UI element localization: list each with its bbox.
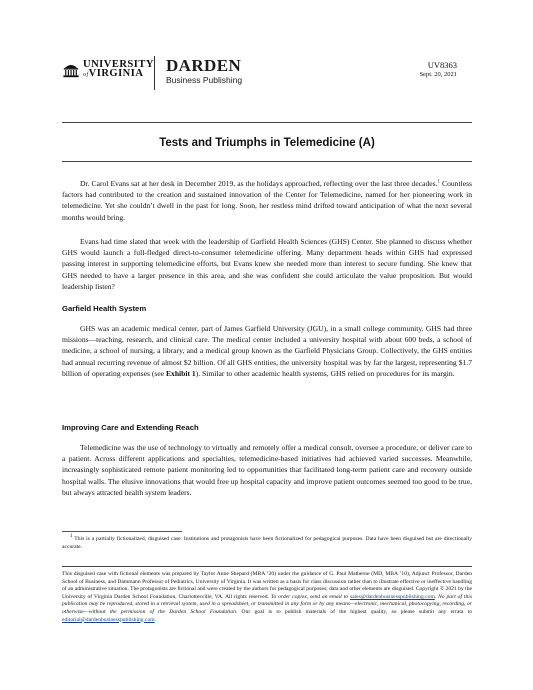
uva-of: of bbox=[83, 72, 89, 78]
uva-line1: UNIVERSITY bbox=[83, 59, 154, 70]
paragraph-1: Dr. Carol Evans sat at her desk in December 2019, as the holidays approached, reflecting over the last three decades.$^1$ Countless factors had contributed to the creation and sustained innovation of the Center for Telemedicine, named for her pioneering work in telemedicine. Yet she couldn’t dwell in the past for long. Soon, her restless mind drifted toward anticipation of what the next several months would bring. bbox=[62, 179, 472, 222]
section-heading-improving: Improving Care and Extending Reach bbox=[62, 423, 199, 432]
errata-email-link[interactable]: editorial@dardenbusinesspublishing.com bbox=[62, 616, 155, 623]
exhibit-ref: Exhibit 1 bbox=[165, 368, 196, 378]
case-date: Sept. 20, 2021 bbox=[419, 71, 457, 78]
footnote-ref: 1 bbox=[437, 179, 440, 185]
footnote: $^1$ This is a partially fictionalized, disguised case. Institutions and protagonists have been fictionalized for pedagogical purposes. Data have been disguised but are directionally accurate. bbox=[62, 534, 472, 550]
case-identifier bbox=[419, 60, 457, 79]
page-title: Tests and Triumphs in Telemedicine (A) bbox=[159, 137, 375, 149]
paragraph-4: Telemedicine was the use of technology to virtually and remotely offer a medical consult, oversee a procedure, or deliver care to a patient. Across different applications and specialties, telemedicine-based initiatives had achieved varied successes. Meanwhile, increasingly sophisticated remote patient monitoring led to opportunities that facilitated long-term patient care and recovery outside hospital walls. The elusive innovations that would free up hospital capacity and improve patient outcomes seemed too good to be true, but always attracted health system leaders. bbox=[62, 443, 472, 497]
darden-name: DARDEN bbox=[166, 56, 242, 75]
uva-line2: VIRGINIA bbox=[88, 68, 144, 79]
sales-email-link[interactable]: sales@dardenbusinesspublishing.com bbox=[349, 593, 435, 600]
paragraph-3: GHS was an academic medical center, part of James Garfield University (JGU), in a small college community. GHS had three missions—teaching, research, and clinical care. The medical center included a university hospital with about 600 beds, a school of medicine, a school of nursing, a library, and a medical group known as the Garfield Physicians Group. Collectively, the GHS entities had annual recurring revenue of almost $2 billion. Of all GHS entities, the university hospital was by far the largest, representing $1.7 billion of operating expenses (see Exhibit 1). Similar to other academic health systems, GHS relied on procedures for its margin. bbox=[62, 324, 472, 378]
section-heading-garfield: Garfield Health System bbox=[62, 304, 147, 313]
darden-logo bbox=[166, 57, 242, 86]
rotunda-icon bbox=[62, 61, 80, 79]
footnote-rule bbox=[62, 531, 182, 532]
paragraph-2: Evans had time slated that week with the leadership of Garfield Health Sciences (GHS) Center. She planned to discuss whether GHS would launch a full-fledged direct-to-consumer telemedicine offering. Many department heads within GHS had expressed passing interest in supporting telemedicine efforts, but Evans knew she needed more than interest to secure funding. She knew that GHS needed to have a larger presence in this area, and she was confident she could articulate the value proposition. But would leadership listen? bbox=[62, 237, 472, 291]
title-rule-top bbox=[62, 122, 472, 123]
uva-logo bbox=[62, 60, 154, 80]
legal-rule bbox=[62, 566, 472, 567]
case-number: UV8363 bbox=[427, 60, 457, 70]
darden-subtitle: Business Publishing bbox=[166, 75, 243, 85]
title-rule-bottom bbox=[62, 161, 472, 162]
logo-divider bbox=[154, 56, 155, 90]
legal-notice: This disguised case with fictional elements was prepared by Taylor Anne Shepard (MBA ’20) under the guidance of G. Paul Matherne (MD, MBA ’10), Adjunct Professor, Darden School of Business, and Dammann Professor of Pediatrics, University of Virginia. It was written as a basis for class discussion rather than to illustrate effective or ineffective handling of an administrative situation. The protagonists are fictional and were created by the authors for pedagogical purposes; data and other elements are disguised. Copyright © 2021 by the University of Virginia Darden School Foundation, Charlottesville, VA. All rights reserved. To order copies, send an email to sales@dardenbusinesspublishing.com. No part of this publication may be reproduced, stored in a retrieval system, used in a spreadsheet, or transmitted in any form or by any means—electronic, mechanical, photocopying, recording, or otherwise—without the permission of the Darden School Foundation. Our goal is to publish materials of the highest quality, so please submit any errata to editorial@dardenbusinesspublishing.com. bbox=[62, 571, 472, 623]
